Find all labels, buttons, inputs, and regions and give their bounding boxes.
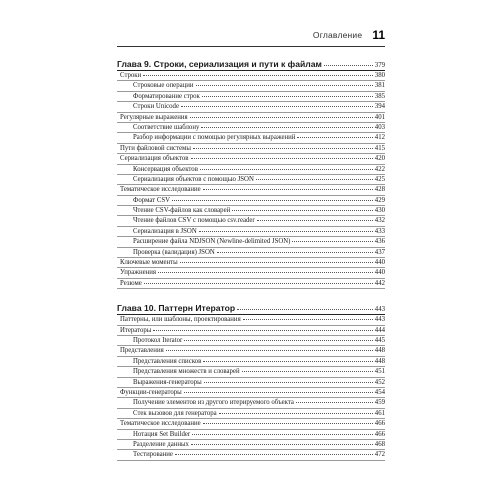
toc-entry-title: Строки — [120, 72, 142, 79]
toc-subsection — [117, 175, 385, 185]
toc-section — [117, 315, 385, 325]
dot-leader — [184, 392, 373, 393]
toc-entry-title: Нотация Set Builder — [133, 430, 191, 438]
toc-entry-page: 451 — [374, 368, 385, 376]
toc-entry-title: Функции-генераторы — [120, 388, 182, 396]
dot-leader — [144, 283, 373, 284]
toc-entry-page: 415 — [374, 144, 385, 152]
toc-entry-title: Строковые операции — [133, 82, 194, 90]
row-rule — [117, 460, 385, 461]
toc-entry-title: Получение элементов из другого итерируемого объекта — [133, 399, 294, 407]
dot-leader — [196, 85, 373, 86]
toc-entry-title: Тестирование — [133, 451, 173, 459]
toc-subsection — [117, 357, 385, 367]
toc-entry-page: 440 — [374, 259, 385, 267]
toc-entry-title: Ключевые моменты — [120, 259, 178, 267]
toc-section — [117, 258, 385, 268]
dot-leader — [172, 200, 373, 201]
dot-leader — [297, 137, 372, 138]
dot-leader — [199, 231, 373, 232]
dot-leader — [201, 127, 372, 128]
toc-entry-title: Сериализация объектов с помощью JSON — [133, 175, 254, 183]
toc-subsection — [117, 248, 385, 258]
toc-entry-title: Строки Unicode — [133, 103, 179, 111]
dot-leader — [203, 189, 373, 190]
toc-subsection — [117, 336, 385, 346]
dot-leader — [175, 454, 373, 455]
toc-entry-page: 466 — [374, 430, 385, 438]
toc-section — [117, 388, 385, 398]
toc-section — [117, 346, 385, 356]
toc-entry-page: 420 — [374, 155, 385, 163]
toc-entry-page: 430 — [374, 207, 385, 215]
dot-leader — [193, 148, 373, 149]
toc-entry-title: Пути файловой системы — [120, 144, 191, 152]
toc-entry-page: 379 — [374, 62, 385, 69]
toc-entry-title: Выражения-генераторы — [133, 378, 202, 386]
toc-entry-title: Паттерны, или шаблоны, проектирования — [120, 316, 241, 324]
toc-subsection — [117, 206, 385, 216]
toc-subsection — [117, 450, 385, 460]
toc-entry-title: Форматирование строк — [133, 92, 200, 100]
toc-entry-title: Чтение CSV-файлов как словарей — [133, 207, 231, 215]
toc-entry-title: Консервация объектов — [133, 165, 198, 173]
toc-entry-page: 445 — [374, 336, 385, 344]
dot-leader — [190, 117, 373, 118]
toc-section — [117, 71, 385, 81]
dot-leader — [232, 210, 373, 211]
toc-subsection — [117, 378, 385, 388]
toc-entry-page: 454 — [374, 388, 385, 396]
toc-subsection — [117, 165, 385, 175]
toc-entry-page: 428 — [374, 186, 385, 194]
toc-entry-title: Стек вызовов для генератора — [133, 409, 217, 417]
toc-entry-page: 432 — [374, 217, 385, 225]
toc-entry-page: 459 — [374, 399, 385, 407]
dot-leader — [191, 158, 373, 159]
toc-section — [117, 326, 385, 336]
toc-subsection — [117, 440, 385, 450]
page-number: 11 — [372, 28, 385, 42]
toc-entry-page: 466 — [374, 420, 385, 428]
toc-entry-title: Представления множеств и словарей — [133, 368, 240, 376]
toc-chapter — [117, 57, 385, 71]
toc-entry-page: 394 — [374, 103, 385, 111]
toc-entry-title: Протокол Iterator — [133, 336, 183, 344]
chapter-gap — [117, 289, 385, 301]
toc-section — [117, 185, 385, 195]
dot-leader — [242, 371, 373, 372]
toc-entry-page: 448 — [374, 357, 385, 365]
toc-section — [117, 419, 385, 429]
toc-entry-page: 433 — [374, 227, 385, 235]
toc-entry-title: Упражнения — [120, 269, 157, 277]
toc-entry-page: 422 — [374, 165, 385, 173]
toc-subsection — [117, 123, 385, 133]
dot-leader — [219, 413, 373, 414]
toc-section — [117, 144, 385, 154]
toc-entry-title: Сериализация объектов — [120, 155, 189, 163]
dot-leader — [203, 423, 373, 424]
dot-leader — [256, 179, 373, 180]
toc-entry-page: 443 — [374, 316, 385, 324]
toc-subsection — [117, 216, 385, 226]
toc-entry-page: 440 — [374, 269, 385, 277]
dot-leader — [200, 169, 373, 170]
toc-entry-page: 403 — [374, 123, 385, 131]
toc-subsection — [117, 102, 385, 112]
dot-leader — [243, 319, 373, 320]
toc-subsection — [117, 430, 385, 440]
running-header — [117, 26, 385, 44]
toc-section — [117, 279, 385, 289]
toc-entry-title: Соответствие шаблону — [133, 123, 200, 131]
toc-entry-page: 437 — [374, 248, 385, 256]
dot-leader — [296, 402, 373, 403]
toc-entry-page: 461 — [374, 409, 385, 417]
toc-subsection — [117, 227, 385, 237]
running-header-title: Оглавление — [312, 30, 363, 40]
toc-entry-page: 385 — [374, 92, 385, 100]
toc-subsection — [117, 409, 385, 419]
dot-leader — [292, 241, 372, 242]
toc-entry-title: Сериализация в JSON — [133, 227, 197, 235]
toc-subsection — [117, 367, 385, 377]
dot-leader — [143, 75, 373, 76]
dot-leader — [180, 262, 373, 263]
toc-entry-title: Резюме — [120, 279, 142, 287]
toc-entry-page: 425 — [374, 175, 385, 183]
row-rule — [117, 288, 385, 289]
toc-subsection — [117, 196, 385, 206]
toc-subsection — [117, 92, 385, 102]
toc-entry-title: Разбор информации с помощью регулярных выражений — [133, 134, 296, 142]
dot-leader — [191, 444, 373, 445]
dot-leader — [181, 106, 373, 107]
toc-entry-title: Разделение данных — [133, 440, 189, 448]
toc-entry-title: Проверка (валидация) JSON — [133, 248, 215, 256]
toc-section — [117, 154, 385, 164]
toc-subsection — [117, 133, 385, 143]
toc-entry-title: Тематическое исследование — [120, 186, 201, 194]
toc-entry-title: Итераторы — [120, 326, 152, 334]
dot-leader — [324, 65, 373, 66]
dot-leader — [257, 220, 373, 221]
toc-entry-title: Регулярные выражения — [120, 113, 188, 121]
toc-entry-title: Глава 10. Паттерн Итератор — [117, 303, 236, 314]
toc-entry-page: 412 — [374, 134, 385, 142]
dot-leader — [217, 252, 373, 253]
toc-entry-title: Формат CSV — [133, 196, 171, 204]
toc-entry-title: Глава 9. Строки, сериализация и пути к файлам — [117, 59, 322, 69]
toc-entry-page: 401 — [374, 113, 385, 121]
toc-section — [117, 268, 385, 278]
toc-entry-page: 442 — [374, 279, 385, 287]
toc-entry-page: 448 — [374, 347, 385, 355]
toc-section — [117, 113, 385, 123]
dot-leader — [158, 272, 373, 273]
toc-entry-page: 444 — [374, 326, 385, 334]
dot-leader — [204, 382, 373, 383]
toc-entry-page: 468 — [374, 440, 385, 448]
toc-entry-page: 443 — [374, 306, 385, 314]
toc-entry-page: 429 — [374, 196, 385, 204]
toc-entry-page: 452 — [374, 378, 385, 386]
toc-entry-title: Чтение файлов CSV с помощью csv.reader — [133, 217, 255, 225]
dot-leader — [192, 434, 373, 435]
dot-leader — [203, 361, 373, 362]
toc-subsection — [117, 398, 385, 408]
toc-entry-title: Представления списков — [133, 357, 202, 365]
toc-subsection — [117, 237, 385, 247]
dot-leader — [184, 340, 373, 341]
toc-entry-page: 472 — [374, 451, 385, 459]
toc-entry-title: Расширение файла NDJSON (Newline-delimited JSON) — [133, 238, 291, 246]
toc-subsection — [117, 81, 385, 91]
toc-entry-page: 380 — [374, 72, 385, 79]
dot-leader — [237, 309, 373, 310]
dot-leader — [166, 350, 373, 351]
toc-entry-title: Представления — [120, 347, 164, 355]
toc-entry-page: 436 — [374, 238, 385, 246]
toc-entry-title: Тематическое исследование — [120, 420, 201, 428]
header-rule — [117, 46, 385, 47]
toc-entry-page: 381 — [374, 82, 385, 90]
toc-chapter — [117, 301, 385, 315]
table-of-contents — [117, 57, 385, 461]
dot-leader — [153, 330, 372, 331]
dot-leader — [202, 96, 373, 97]
